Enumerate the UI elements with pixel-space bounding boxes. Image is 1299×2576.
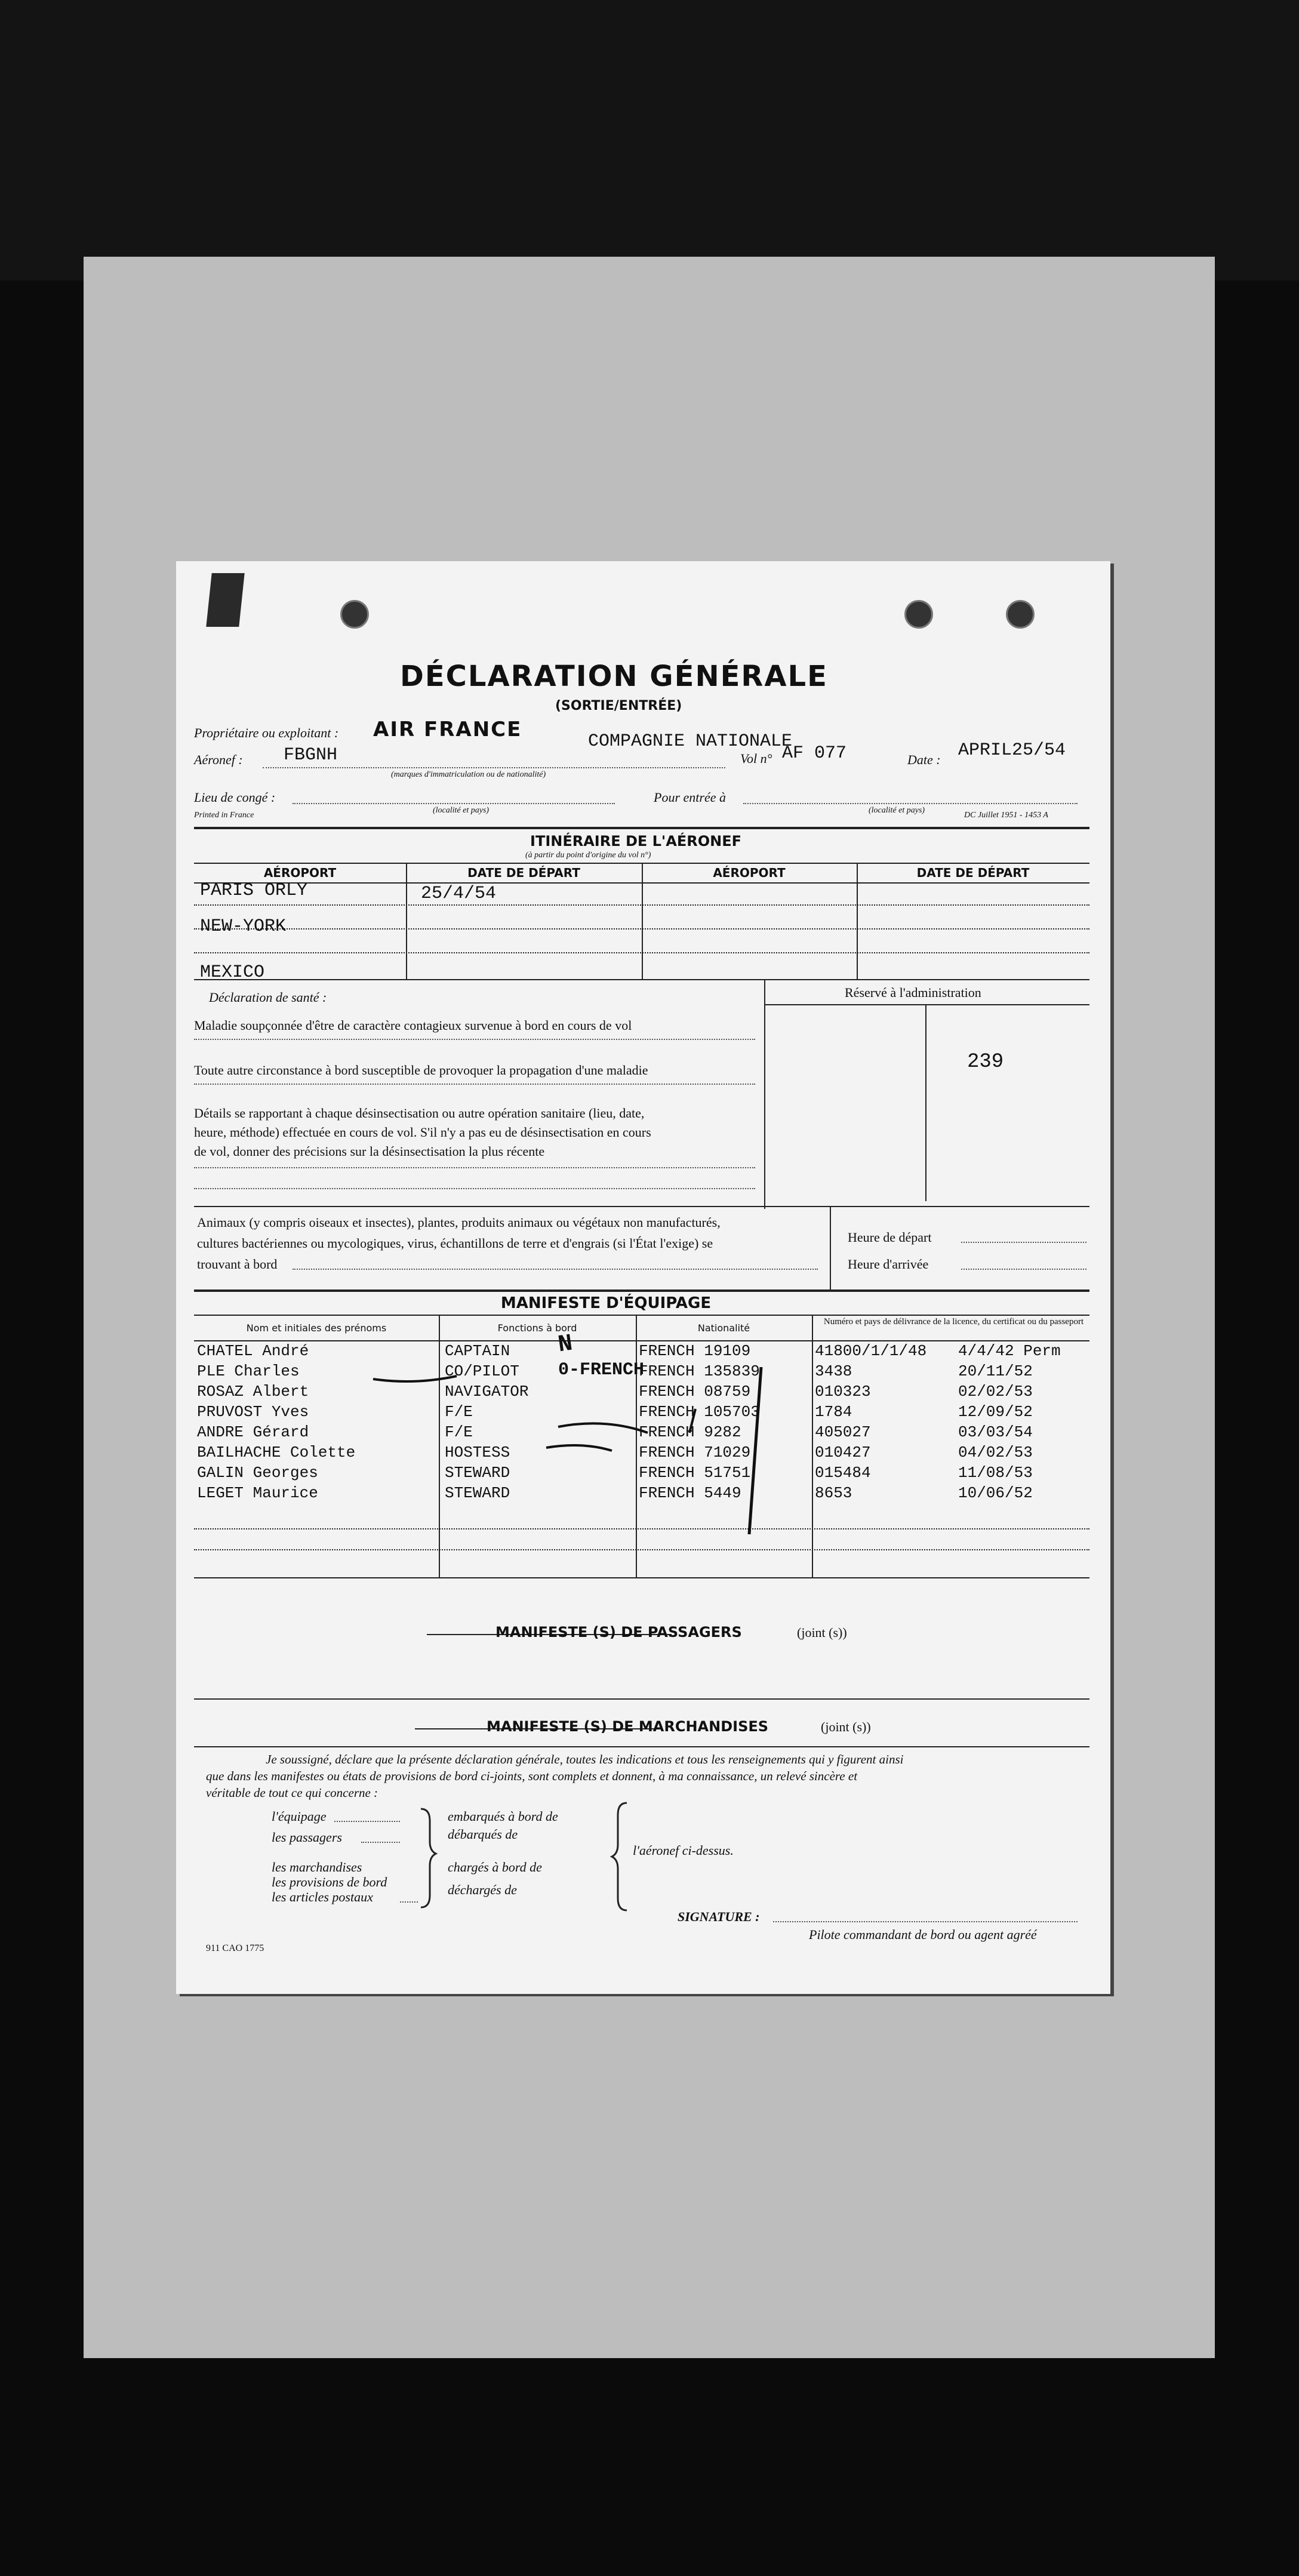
crew-function: F/E (445, 1403, 473, 1421)
aircraft-registration: FBGNH (284, 745, 338, 765)
handwritten-note: 0-FRENCH (558, 1360, 645, 1380)
signatory-caption: Pilote commandant de bord ou agent agréé (809, 1927, 1037, 1942)
crew-top-rule (194, 1289, 1089, 1292)
crew-passport: 10/06/52 (958, 1484, 1033, 1502)
health-line-3c: de vol, donner des précisions sur la désinsectisation la plus récente (194, 1144, 545, 1159)
crew-header-name: Nom et initiales des prénoms (246, 1322, 387, 1334)
itinerary-date-1: 25/4/54 (421, 884, 497, 904)
crew-col-3 (812, 1315, 813, 1577)
crew-empty-line-2 (194, 1549, 1089, 1550)
handwritten-mark: N (556, 1330, 575, 1359)
admin-title-rule (764, 1004, 1089, 1005)
crew-dotline (334, 1821, 400, 1822)
crew-function: STEWARD (445, 1484, 510, 1502)
itinerary-col-2 (642, 863, 643, 979)
passengers-dotline (361, 1842, 400, 1843)
aircraft-note: (marques d'immatriculation ou de nationalité) (391, 770, 546, 779)
brace-left (415, 1806, 439, 1913)
place-note-left: (localité et pays) (433, 806, 490, 815)
health-dotline-1 (194, 1039, 755, 1040)
crew-name: PLE Charles (197, 1362, 300, 1380)
admin-divider (925, 1004, 926, 1201)
aircraft-above-label: l'aéronef ci-dessus. (633, 1843, 734, 1858)
itinerary-header-date-2: DATE DE DÉPART (916, 866, 1030, 880)
health-dotline-4 (194, 1188, 755, 1189)
entry-line (743, 803, 1078, 804)
departure-time-line (961, 1242, 1086, 1243)
scan-background (0, 0, 1299, 281)
flight-label: Vol n° (740, 751, 772, 766)
animals-dotline (293, 1269, 818, 1270)
passengers-title: MANIFESTE (S) DE PASSAGERS (495, 1624, 742, 1641)
general-declaration-form (176, 561, 1110, 1994)
itinerary-airport-3: MEXICO (200, 962, 265, 983)
crew-nationality: FRENCH 08759 (639, 1383, 751, 1401)
owner-label: Propriétaire ou exploitant : (194, 725, 339, 740)
footer-code: 911 CAO 1775 (206, 1943, 264, 1953)
health-line-3a: Détails se rapportant à chaque désinsectisation ou autre opération sanitaire (lieu, date, (194, 1106, 645, 1121)
health-line-1: Maladie soupçonnée d'être de caractère contagieux survenue à bord en cours de vol (194, 1018, 632, 1033)
crew-header-top (194, 1315, 1089, 1316)
crew-passport: 4/4/42 Perm (958, 1342, 1061, 1360)
itinerary-row-line-2 (194, 928, 1089, 930)
departure-place-line (293, 803, 615, 804)
date-label: Date : (907, 752, 941, 767)
departure-time-label: Heure de départ (848, 1230, 932, 1245)
animals-line-1: Animaux (y compris oiseaux et insectes), plantes, produits animaux ou végétaux non manufacturés, (197, 1215, 721, 1230)
passengers-label: les passagers (272, 1830, 342, 1845)
crew-function: CAPTAIN (445, 1342, 510, 1360)
crew-nationality: FRENCH 9282 (639, 1423, 741, 1441)
cargo-note: (joint (s)) (821, 1719, 871, 1734)
health-admin-divider (764, 979, 765, 1209)
aircraft-dotline (263, 767, 725, 768)
brace-right (609, 1800, 633, 1913)
passengers-note: (joint (s)) (797, 1625, 847, 1640)
crew-nationality: FRENCH 51751 (639, 1464, 751, 1482)
crew-licence: 010427 (815, 1444, 871, 1461)
itinerary-airport-1: PARIS ORLY (200, 881, 308, 901)
crew-title: MANIFESTE D'ÉQUIPAGE (500, 1294, 712, 1312)
declaration-line-1: Je soussigné, déclare que la présente déclaration générale, toutes les indications et tous les renseignements qui y figurent ainsi (266, 1752, 904, 1766)
health-line-2: Toute autre circonstance à bord susceptible de provoquer la propagation d'une maladie (194, 1063, 648, 1078)
crew-header-nationality: Nationalité (697, 1322, 750, 1334)
health-dotline-3 (194, 1167, 755, 1168)
crew-name: ROSAZ Albert (197, 1383, 309, 1401)
itinerary-airport-2: NEW-YORK (200, 916, 287, 937)
crew-name: BAILHACHE Colette (197, 1444, 356, 1461)
disembarked-label: débarqués de (448, 1827, 518, 1842)
place-note-right: (localité et pays) (869, 806, 925, 815)
itinerary-top-rule (194, 827, 1089, 829)
entry-label: Pour entrée à (654, 790, 726, 805)
date-value: APRIL25/54 (958, 740, 1066, 761)
crew-header-licence: Numéro et pays de délivrance de la licence, du certificat ou du passeport (823, 1317, 1084, 1327)
itinerary-header-date-1: DATE DE DÉPART (467, 866, 580, 880)
itinerary-title: ITINÉRAIRE DE L'AÉRONEF (530, 833, 741, 850)
itinerary-header-airport-2: AÉROPORT (713, 866, 786, 880)
animals-line-2: cultures bactériennes ou mycologiques, virus, échantillons de terre et d'engrais (si l'État l'exige) se (197, 1236, 713, 1251)
goods-label: les marchandises (272, 1860, 362, 1875)
crew-passport: 04/02/53 (958, 1444, 1033, 1461)
crew-name: GALIN Georges (197, 1464, 318, 1482)
punch-hole-right-2 (1006, 600, 1035, 629)
animals-line-3: trouvant à bord (197, 1257, 278, 1272)
cargo-title: MANIFESTE (S) DE MARCHANDISES (487, 1718, 769, 1735)
itinerary-bottom (194, 979, 1089, 980)
crew-nationality: FRENCH 5449 (639, 1484, 741, 1502)
health-line-3b: heure, méthode) effectuée en cours de vol. S'il n'y a pas eu de désinsectisation en cours (194, 1125, 651, 1140)
itinerary-header-airport-1: AÉROPORT (263, 866, 337, 880)
departure-place-label: Lieu de congé : (194, 790, 276, 805)
animals-divider (830, 1206, 831, 1289)
company-name: COMPAGNIE NATIONALE (588, 731, 793, 752)
itinerary-row-line-3 (194, 952, 1089, 953)
declaration-line-3: véritable de tout ce qui concerne : (206, 1786, 378, 1800)
loaded-label: chargés à bord de (448, 1860, 542, 1875)
arrival-time-label: Heure d'arrivée (848, 1257, 929, 1272)
crew-function: NAVIGATOR (445, 1383, 529, 1401)
itinerary-col-3 (857, 863, 858, 979)
crew-licence: 1784 (815, 1403, 852, 1421)
signature-line (773, 1921, 1078, 1922)
postal-label: les articles postaux (272, 1889, 373, 1904)
punch-hole-right-1 (904, 600, 933, 629)
crew-licence: 405027 (815, 1423, 871, 1441)
crew-header-bottom (194, 1340, 1089, 1341)
arrival-time-line (961, 1269, 1086, 1270)
form-subtitle: (SORTIE/ENTRÉE) (555, 698, 682, 713)
health-dotline-2 (194, 1084, 755, 1085)
cargo-top-rule (194, 1698, 1089, 1700)
unloaded-label: déchargés de (448, 1882, 517, 1897)
handwritten-strokes (355, 1343, 785, 1540)
admin-title: Réservé à l'administration (845, 985, 981, 1000)
crew-passport: 20/11/52 (958, 1362, 1033, 1380)
crew-bottom (194, 1577, 1089, 1578)
crew-header-function: Fonctions à bord (497, 1322, 577, 1334)
crew-nationality: FRENCH 19109 (639, 1342, 751, 1360)
crew-function: CO/PILOT (445, 1362, 519, 1380)
crew-name: PRUVOST Yves (197, 1403, 309, 1421)
crew-passport: 03/03/54 (958, 1423, 1033, 1441)
flight-number: AF 077 (782, 743, 847, 764)
crew-licence: 41800/1/1/48 (815, 1342, 927, 1360)
signature-label: SIGNATURE : (678, 1909, 760, 1924)
crew-licence: 8653 (815, 1484, 852, 1502)
crew-nationality: FRENCH 135839 (639, 1362, 760, 1380)
crew-licence: 3438 (815, 1362, 852, 1380)
crew-function: F/E (445, 1423, 473, 1441)
crew-label: l'équipage (272, 1809, 327, 1824)
health-title: Déclaration de santé : (209, 990, 327, 1005)
punch-hole-left (340, 600, 369, 629)
crew-function: STEWARD (445, 1464, 510, 1482)
embarked-label: embarqués à bord de (448, 1809, 558, 1824)
owner-value: AIR FRANCE (373, 718, 522, 741)
itinerary-row-line-1 (194, 904, 1089, 906)
crew-licence: 015484 (815, 1464, 871, 1482)
crew-name: LEGET Maurice (197, 1484, 318, 1502)
printer-note: Printed in France (194, 811, 254, 820)
form-title: DÉCLARATION GÉNÉRALE (400, 660, 828, 693)
cargo-bottom-rule (194, 1746, 1089, 1747)
crew-name: ANDRE Gérard (197, 1423, 309, 1441)
crew-passport: 12/09/52 (958, 1403, 1033, 1421)
crew-passport: 11/08/53 (958, 1464, 1033, 1482)
crew-nationality: FRENCH 105703 (639, 1403, 760, 1421)
crew-passport: 02/02/53 (958, 1383, 1033, 1401)
crew-licence: 010323 (815, 1383, 871, 1401)
crew-nationality: FRENCH 71029 (639, 1444, 751, 1461)
itinerary-subtitle: (à partir du point d'origine du vol n°) (525, 851, 651, 860)
provisions-label: les provisions de bord (272, 1875, 387, 1889)
aircraft-label: Aéronef : (194, 752, 243, 767)
crew-name: CHATEL André (197, 1342, 309, 1360)
declaration-line-2: que dans les manifestes ou états de provisions de bord ci-joints, sont complets et donnent, à ma connaissance, un relevé sincère et (206, 1769, 858, 1783)
itinerary-col-1 (406, 863, 407, 979)
form-code: DC Juillet 1951 - 1453 A (964, 811, 1048, 820)
paper-clip (206, 573, 244, 627)
admin-number: 239 (967, 1051, 1004, 1073)
crew-function: HOSTESS (445, 1444, 510, 1461)
animals-top-rule (194, 1206, 1089, 1207)
